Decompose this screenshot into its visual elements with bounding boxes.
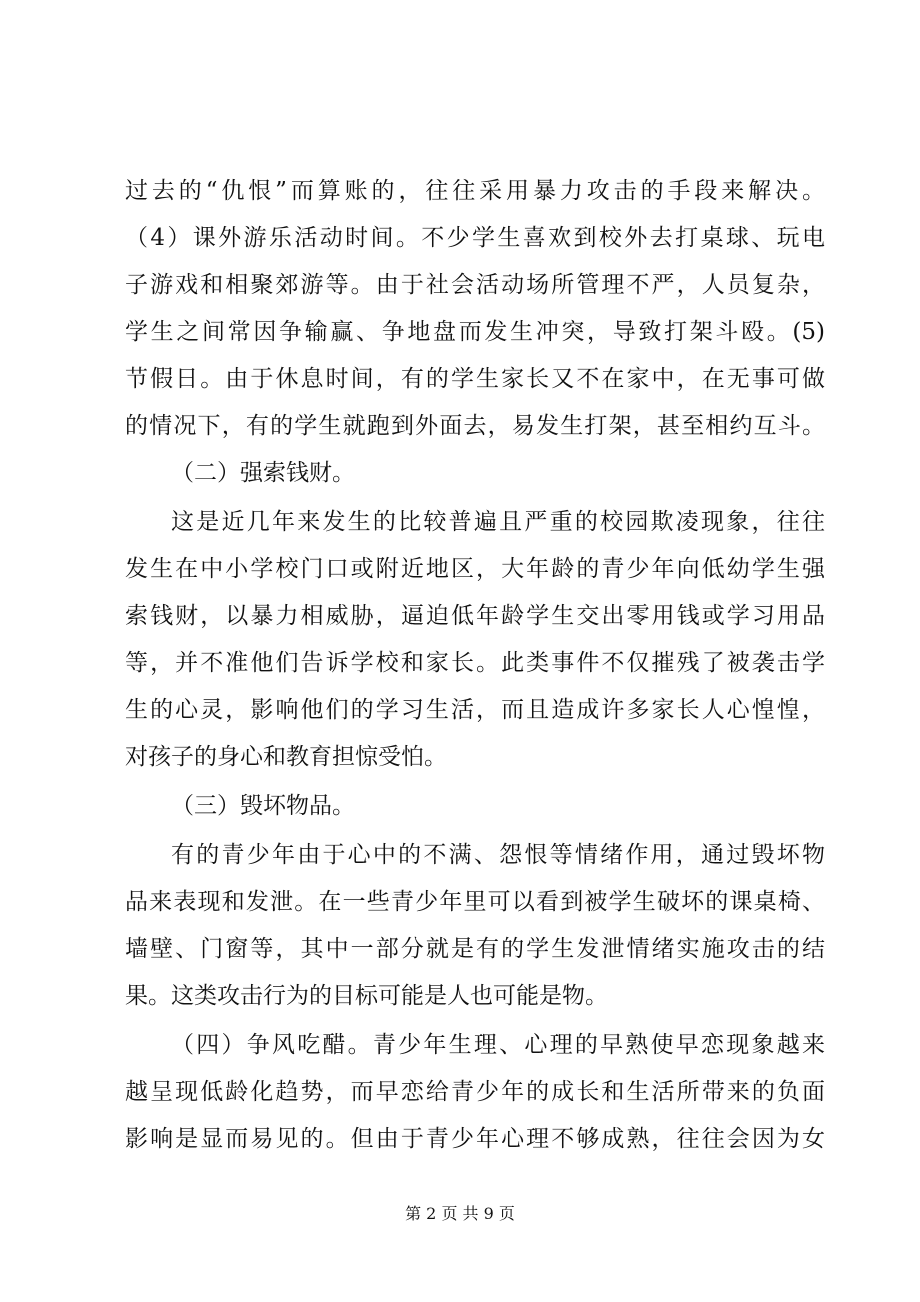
- paragraph-line: 索钱财，以暴力相威胁，逼迫低年龄学生交出零用钱或学习用品: [125, 603, 825, 629]
- paragraph-line: 墙壁、门窗等，其中一部分就是有的学生发泄情绪实施攻击的结: [125, 936, 825, 962]
- paragraph-line: 越呈现低龄化趋势，而早恋给青少年的成长和生活所带来的负面: [125, 1079, 825, 1105]
- paragraph-line: 过去的“仇恨”而算账的，往往采用暴力攻击的手段来解决。: [125, 178, 825, 204]
- paragraph-line: （4）课外游乐活动时间。不少学生喜欢到校外去打桌球、玩电: [125, 225, 825, 251]
- paragraph-line: 的情况下，有的学生就跑到外面去，易发生打架，甚至相约互斗。: [125, 413, 825, 439]
- section-heading: （三）毁坏物品。: [171, 793, 355, 819]
- paragraph-line: 节假日。由于休息时间，有的学生家长又不在家中，在无事可做: [125, 366, 825, 392]
- paragraph-line: 这是近几年来发生的比较普遍且严重的校园欺凌现象，往往: [171, 509, 825, 535]
- paragraph-line: 品来表现和发泄。在一些青少年里可以看到被学生破坏的课桌椅、: [125, 889, 825, 915]
- section-heading: （四）争风吃醋。青少年生理、心理的早熟使早恋现象越来: [171, 1032, 825, 1058]
- paragraph-line: 果。这类攻击行为的目标可能是人也可能是物。: [125, 983, 608, 1009]
- paragraph-line: 生的心灵，影响他们的学习生活，而且造成许多家长人心惶惶，: [125, 697, 825, 723]
- paragraph-line: 学生之间常因争输赢、争地盘而发生冲突，导致打架斗殴。(5): [125, 319, 825, 345]
- paragraph-line: 有的青少年由于心中的不满、怨恨等情绪作用，通过毁坏物: [171, 842, 825, 868]
- paragraph-line: 影响是显而易见的。但由于青少年心理不够成熟，往往会因为女: [125, 1126, 825, 1152]
- paragraph-line: 子游戏和相聚郊游等。由于社会活动场所管理不严，人员复杂，: [125, 272, 825, 298]
- paragraph-line: 等，并不准他们告诉学校和家长。此类事件不仅摧残了被袭击学: [125, 650, 825, 676]
- page-footer: 第 2 页 共 9 页: [405, 1204, 515, 1223]
- section-heading: （二）强索钱财。: [171, 460, 355, 486]
- paragraph-line: 发生在中小学校门口或附近地区，大年龄的青少年向低幼学生强: [125, 556, 825, 582]
- paragraph-line: 对孩子的身心和教育担惊受怕。: [125, 744, 447, 770]
